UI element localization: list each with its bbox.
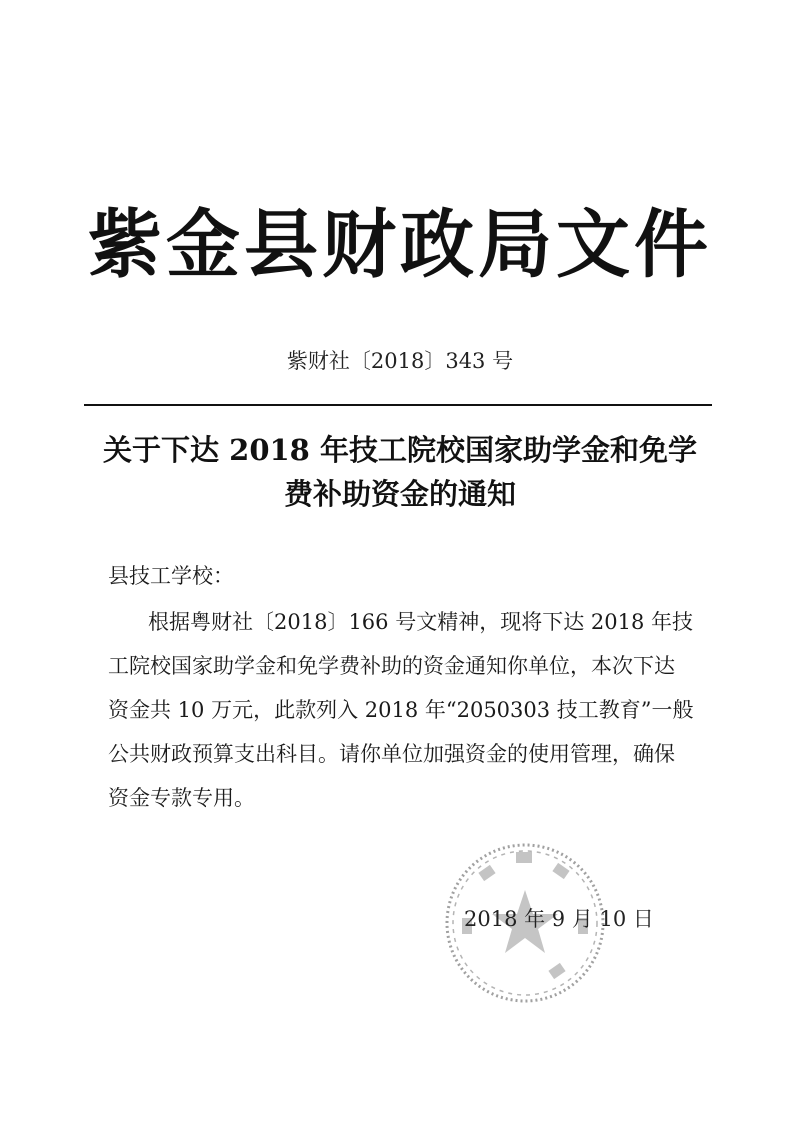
recipient: 县技工学校： [108, 564, 234, 588]
notice-title-line-2: 费补助资金的通知 [283, 477, 516, 511]
body-text [108, 600, 708, 820]
document-header-title: 紫金县财政局文件 [88, 202, 712, 288]
body-line-2: 工院校国家助学金和免学费补助的资金通知你单位，本次下达 [108, 654, 675, 678]
header-divider [84, 404, 712, 406]
notice-title [90, 428, 710, 516]
notice-title-line-1: 关于下达 2018 年技工院校国家助学金和免学 [103, 433, 697, 467]
body-line-1: 根据粤财社〔2018〕166 号文精神，现将下达 2018 年技 [148, 610, 693, 634]
document-number: 紫财社〔2018〕343 号 [286, 349, 514, 373]
body-line-5: 资金专款专用。 [108, 786, 255, 810]
body-line-4: 公共财政预算支出科目。请你单位加强资金的使用管理，确保 [108, 742, 675, 766]
body-line-3: 资金共 10 万元，此款列入 2018 年“2050303 技工教育”一般 [108, 698, 694, 722]
issue-date: 2018 年 9 月 10 日 [464, 907, 654, 931]
